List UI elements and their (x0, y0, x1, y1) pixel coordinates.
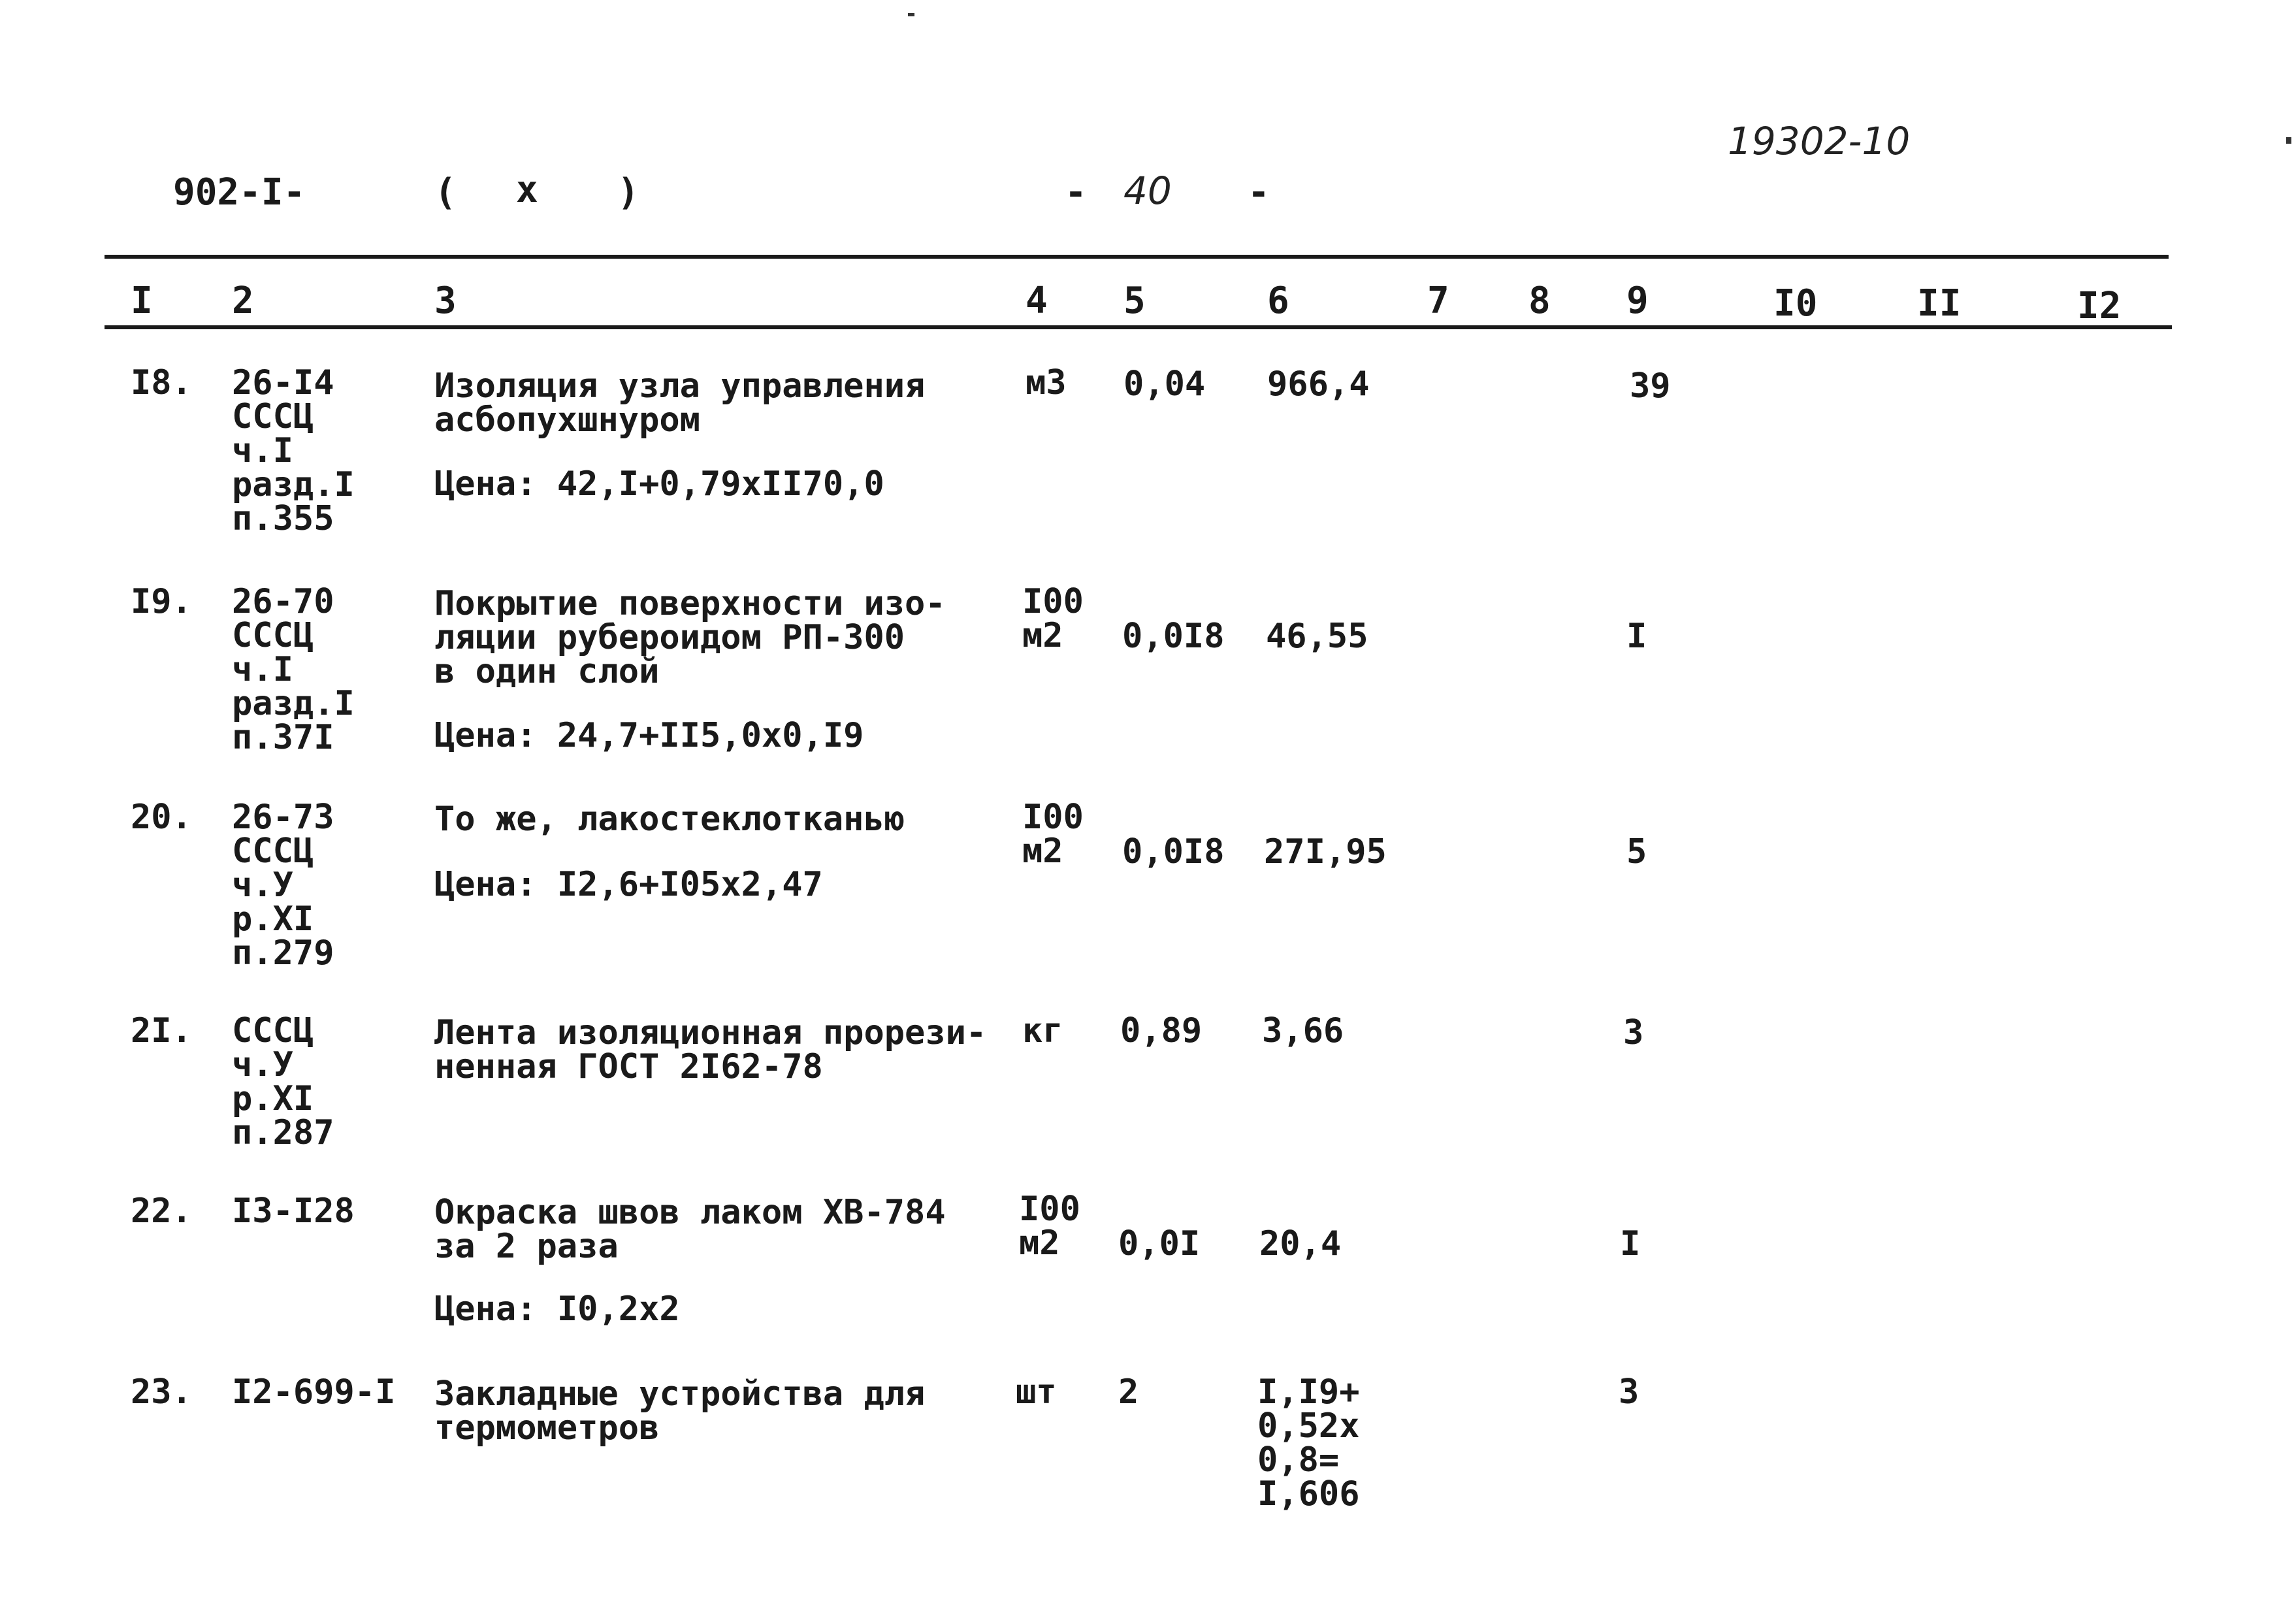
unit-cell: I00 м2 (1022, 798, 1084, 871)
variant-open-paren: ( (434, 171, 457, 214)
reference-cell: 26-70 СССЦ ч.I разд.I п.37I (232, 582, 355, 757)
row-number: I9. (131, 582, 192, 621)
cost-cell: 20,4 (1259, 1224, 1342, 1263)
header-bottom-rule (105, 325, 2172, 329)
archive-number: 19302-10 (1728, 119, 1911, 163)
description-cell: Окраска швов лаком ХВ-784 за 2 раза (434, 1193, 946, 1266)
quantity-cell: 0,0I8 (1122, 832, 1225, 871)
reference-cell: I2-699-I (232, 1372, 396, 1412)
cost-cell: 27I,95 (1264, 832, 1387, 871)
quantity-cell: 0,04 (1123, 365, 1206, 404)
reference-cell: 26-73 СССЦ ч.У р.XI п.279 (232, 798, 334, 973)
row-number: 2I. (131, 1011, 192, 1050)
document-code: 902-I- (173, 171, 306, 214)
column-9-cell: 3 (1623, 1013, 1644, 1052)
column-9-cell: I (1626, 617, 1647, 656)
column-9-cell: 39 (1630, 366, 1671, 406)
row-number: I8. (131, 363, 192, 402)
unit-cell: кг (1022, 1011, 1063, 1050)
page-dash-right: - (1248, 171, 1270, 214)
description-cell: Покрытие поверхности изо- ляции рубероидом РП-300 в один слой (434, 584, 946, 691)
cost-cell: 3,66 (1262, 1011, 1344, 1050)
unit-cell: м3 (1026, 363, 1067, 402)
page-number: 40 (1123, 169, 1172, 213)
column-header-7: 7 (1427, 280, 1449, 322)
variant-mark: x (516, 169, 538, 211)
reference-cell: 26-I4 СССЦ ч.I разд.I п.355 (232, 363, 355, 538)
column-header-1: I (131, 280, 153, 322)
unit-cell: шт (1016, 1372, 1057, 1412)
column-header-11: II (1917, 282, 1962, 325)
column-header-9: 9 (1626, 280, 1649, 322)
quantity-cell: 0,0I8 (1122, 617, 1225, 656)
speck-top (908, 13, 914, 16)
column-9-cell: I (1620, 1224, 1641, 1263)
description-cell: Изоляция узла управления асбопухшнуром (434, 366, 926, 440)
price-formula: Цена: I0,2x2 (434, 1290, 680, 1329)
price-formula: Цена: 42,I+0,79xII70,0 (434, 464, 884, 504)
description-cell: Закладные устройства для термометров (434, 1374, 926, 1448)
column-9-cell: 5 (1626, 832, 1647, 871)
quantity-cell: 0,0I (1118, 1224, 1201, 1263)
column-header-8: 8 (1528, 280, 1551, 322)
cost-cell: 46,55 (1266, 617, 1368, 656)
row-number: 22. (131, 1192, 192, 1231)
column-header-2: 2 (232, 280, 254, 322)
variant-close-paren: ) (617, 171, 639, 214)
row-number: 20. (131, 798, 192, 837)
column-header-10: I0 (1773, 282, 1818, 325)
column-header-4: 4 (1026, 280, 1048, 322)
column-header-5: 5 (1123, 280, 1146, 322)
reference-cell: I3-I28 (232, 1192, 355, 1231)
row-number: 23. (131, 1372, 192, 1412)
unit-cell: I00 м2 (1022, 582, 1084, 655)
quantity-cell: 2 (1118, 1372, 1139, 1412)
cost-cell: I,I9+ 0,52x 0,8= I,606 (1257, 1372, 1360, 1514)
price-formula: Цена: 24,7+II5,0x0,I9 (434, 716, 864, 755)
speck-right (2286, 137, 2291, 144)
reference-cell: СССЦ ч.У р.XI п.287 (232, 1011, 334, 1152)
table-top-rule (105, 255, 2169, 259)
column-header-12: I2 (2077, 285, 2122, 327)
unit-cell: I00 м2 (1019, 1190, 1080, 1263)
page-dash-left: - (1065, 171, 1087, 214)
description-cell: Лента изоляционная прорези- ненная ГОСТ 2I62-78 (434, 1013, 987, 1086)
column-9-cell: 3 (1619, 1372, 1640, 1412)
price-formula: Цена: I2,6+I05x2,47 (434, 865, 823, 904)
column-header-6: 6 (1267, 280, 1289, 322)
quantity-cell: 0,89 (1120, 1011, 1203, 1050)
cost-cell: 966,4 (1267, 365, 1370, 404)
column-header-3: 3 (434, 280, 457, 322)
description-cell: То же, лакостеклотканью (434, 800, 905, 839)
